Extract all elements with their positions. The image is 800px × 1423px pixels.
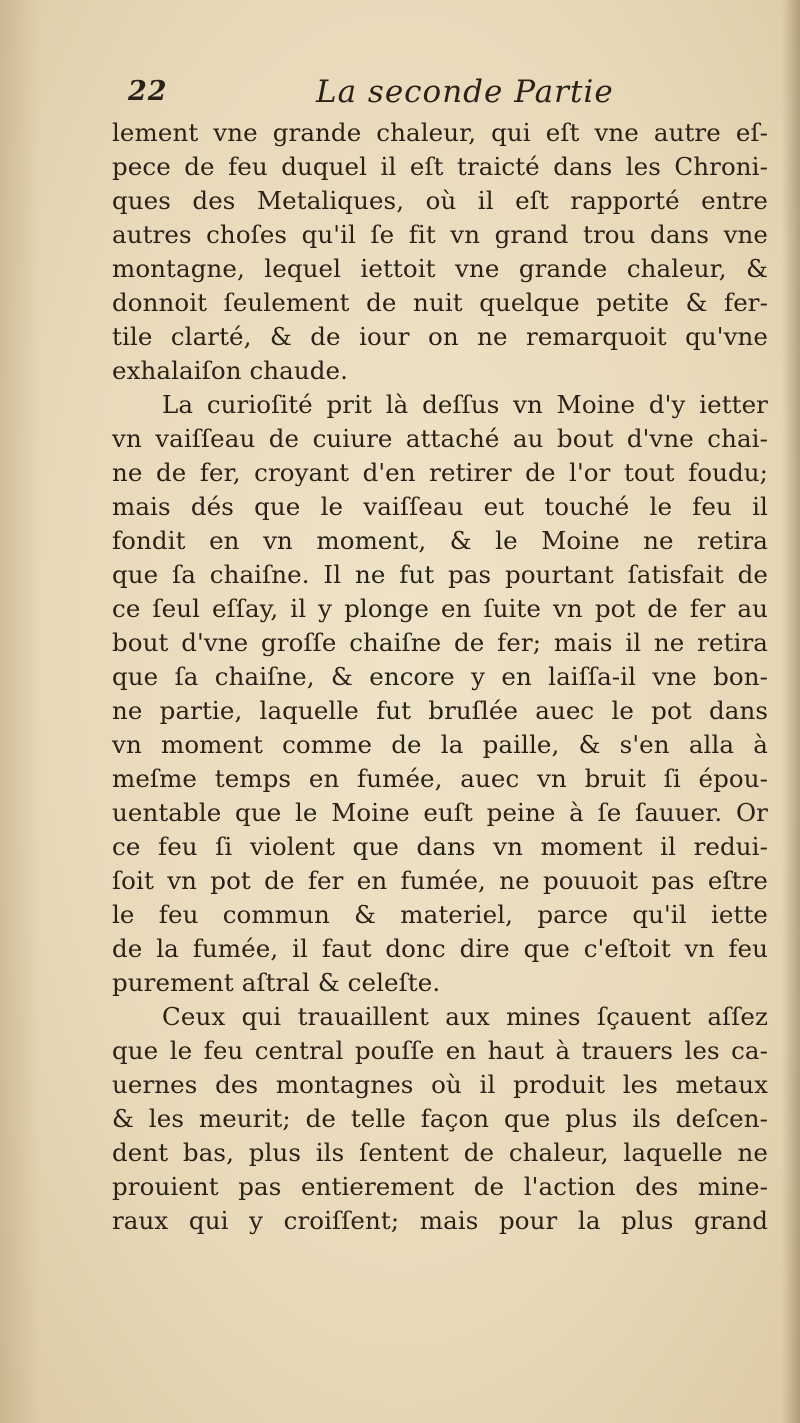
text-line: vn vaiſſeau de cuiure attaché au bout d'vne chai-: [112, 424, 768, 453]
text-line: montagne, lequel iettoit vne grande chaleur, &: [112, 254, 768, 283]
text-line: raux qui y croiſſent; mais pour la plus grand: [112, 1206, 768, 1235]
text-line: purement aſtral & celeſte.: [112, 968, 441, 997]
text-line: meſme temps en fumée, auec vn bruit ſi épou-: [112, 764, 768, 793]
text-line: tile clarté, & de iour on ne remarquoit qu'vne: [112, 322, 768, 351]
body-text: [112, 116, 768, 1238]
text-line: que le feu central pouſſe en haut à trauers les ca-: [112, 1036, 768, 1065]
paragraph-start-line: La curioſité prit là deſſus vn Moine d'y ietter: [162, 390, 768, 419]
text-line: ne partie, laquelle fut bruſlée auec le pot dans: [112, 696, 768, 725]
text-line: fondit en vn moment, & le Moine ne retira: [112, 526, 768, 555]
text-line: ſoit vn pot de fer en fumée, ne pouuoit pas eſtre: [112, 866, 768, 895]
text-line: vn moment comme de la paille, & s'en alla à: [112, 730, 768, 759]
running-title: La seconde Partie: [316, 74, 614, 110]
page-number: 22: [128, 76, 168, 107]
text-line: ce ſeul eſſay, il y plonge en ſuite vn pot de fer au: [112, 594, 768, 623]
text-line: bout d'vne groſſe chaiſne de fer; mais il ne retira: [112, 628, 768, 657]
text-line: donnoit ſeulement de nuit quelque petite & fer-: [112, 288, 768, 317]
text-line: ce feu ſi violent que dans vn moment il redui-: [112, 832, 768, 861]
text-line: lement vne grande chaleur, qui eſt vne autre eſ-: [112, 118, 768, 147]
paragraph-start-line: Ceux qui trauaillent aux mines ſçauent aſſez: [162, 1002, 768, 1031]
text-line: exhalaiſon chaude.: [112, 356, 349, 385]
page-header: [128, 74, 768, 114]
text-line: & les meurit; de telle façon que plus ils deſcen-: [112, 1104, 768, 1133]
text-line: prouient pas entierement de l'action des mine-: [112, 1172, 768, 1201]
text-line: dent bas, plus ils ſentent de chaleur, laquelle ne: [112, 1138, 768, 1167]
text-line: pece de feu duquel il eſt traicté dans les Chroni-: [112, 152, 768, 181]
text-line: ques des Metaliques, où il eſt rapporté entre: [112, 186, 768, 215]
text-line: uernes des montagnes où il produit les metaux: [112, 1070, 768, 1099]
text-line: le feu commun & materiel, parce qu'il iette: [112, 900, 768, 929]
text-line: mais dés que le vaiſſeau eut touché le feu il: [112, 492, 768, 521]
text-line: que ſa chaiſne. Il ne fut pas pourtant ſatisfait de: [112, 560, 768, 589]
text-line: que ſa chaiſne, & encore y en laiſſa-il vne bon-: [112, 662, 768, 691]
text-line: uentable que le Moine euſt peine à ſe ſauuer. Or: [112, 798, 768, 827]
text-line: de la fumée, il faut donc dire que c'eſtoit vn feu: [112, 934, 768, 963]
text-line: ne de fer, croyant d'en retirer de l'or tout foudu;: [112, 458, 768, 487]
text-line: autres choſes qu'il ſe fit vn grand trou dans vne: [112, 220, 768, 249]
